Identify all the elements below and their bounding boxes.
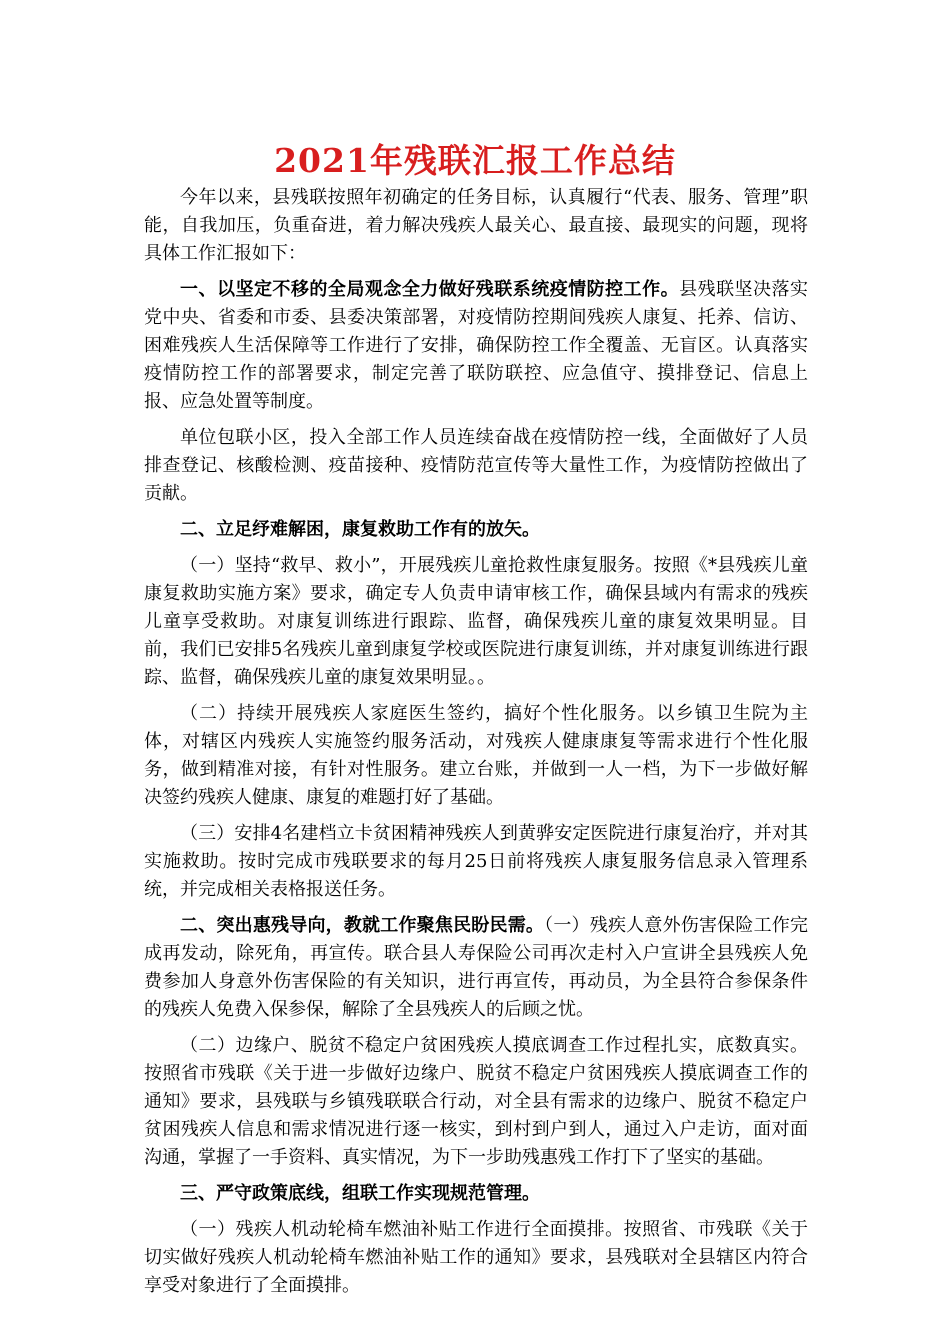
- document-title: 2021年残联汇报工作总结: [274, 141, 676, 180]
- paragraph: [144, 1032, 808, 1172]
- paragraph-intro: [144, 184, 808, 268]
- paragraph-text: 单位包联小区，投入全部工作人员连续奋战在疫情防控一线，全面做好了人员排查登记、核酸检测、疫苗接种、疫情防范宣传等大量性工作，为疫情防控做出了贡献。: [144, 427, 808, 504]
- paragraph: [144, 820, 808, 904]
- section-heading: 二、立足纾难解困，康复救助工作有的放矢。: [180, 519, 540, 540]
- paragraph-section-1: [144, 276, 808, 416]
- paragraph-text: （一）残疾人意外伤害保险工作完成再发动，除死角，再宣传。联合县人寿保险公司再次走村入户宣讲全县残疾人免费参加人身意外伤害保险的有关知识，进行再宣传，再动员，为全县符合参保条件的残疾人免费入保参保，解除了全县残疾人的后顾之忧。: [144, 915, 809, 1020]
- paragraph-text: （二）持续开展残疾人家庭医生签约，搞好个性化服务。以乡镇卫生院为主体，对辖区内残疾人实施签约服务活动，对残疾人健康康复等需求进行个性化服务，做到精准对接，有针对性服务。建立台账，并做到一人一档，为下一步做好解决签约残疾人健康、康复的难题打好了基础。: [144, 703, 808, 808]
- section-heading: 一、以坚定不移的全局观念全力做好残联系统疫情防控工作。: [180, 279, 680, 300]
- section-heading: 二、突出惠残导向，教就工作聚焦民盼民需。: [180, 915, 545, 936]
- paragraph-text: （一）残疾人机动轮椅车燃油补贴工作进行全面摸排。按照省、市残联《关于切实做好残疾人机动轮椅车燃油补贴工作的通知》要求，县残联对全县辖区内符合享受对象进行了全面摸排。: [144, 1219, 808, 1296]
- paragraph-text: 县残联坚决落实党中央、省委和市委、县委决策部署，对疫情防控期间残疾人康复、托养、信访、困难残疾人生活保障等工作进行了安排，确保防控工作全覆盖、无盲区。认真落实疫情防控工作的部署要求，制定完善了联防联控、应急值守、摸排登记、信息上报、应急处置等制度。: [144, 279, 809, 412]
- paragraph-section-2: [144, 516, 808, 544]
- paragraph: [144, 700, 808, 812]
- paragraph-text: 今年以来，县残联按照年初确定的任务目标，认真履行“代表、服务、管理”职能，自我加压，负重奋进，着力解决残疾人最关心、最直接、最现实的问题，现将具体工作汇报如下：: [144, 187, 808, 264]
- document-body: [144, 184, 808, 1308]
- paragraph-text: （一）坚持“救早、救小”，开展残疾儿童抢救性康复服务。按照《*县残疾儿童康复救助实施方案》要求，确定专人负责申请审核工作，确保县域内有需求的残疾儿童享受救助。对康复训练进行跟踪、监督，确保残疾儿童的康复效果明显。目前，我们已安排5名残疾儿童到康复学校或医院进行康复训练，并对康复训练进行跟踪、监督，确保残疾儿童的康复效果明显。。: [144, 555, 808, 688]
- paragraph-section-4: [144, 1180, 808, 1208]
- section-heading: 三、严守政策底线，组联工作实现规范管理。: [180, 1183, 540, 1204]
- paragraph-text: （三）安排4名建档立卡贫困精神残疾人到黄骅安定医院进行康复治疗，并对其实施救助。按时完成市残联要求的每月25日前将残疾人康复服务信息录入管理系统，并完成相关表格报送任务。: [144, 823, 808, 900]
- paragraph-section-3: [144, 912, 808, 1024]
- paragraph: [144, 424, 808, 508]
- paragraph-text: （二）边缘户、脱贫不稳定户贫困残疾人摸底调查工作过程扎实，底数真实。按照省市残联《关于进一步做好边缘户、脱贫不稳定户贫困残疾人摸底调查工作的通知》要求，县残联与乡镇残联联合行动，对全县有需求的边缘户、脱贫不稳定户贫困残疾人信息和需求情况进行逐一核实，到村到户到人，通过入户走访，面对面沟通，掌握了一手资料、真实情况，为下一步助残惠残工作打下了坚实的基础。: [144, 1035, 808, 1168]
- paragraph: [144, 1216, 808, 1300]
- paragraph: [144, 552, 808, 692]
